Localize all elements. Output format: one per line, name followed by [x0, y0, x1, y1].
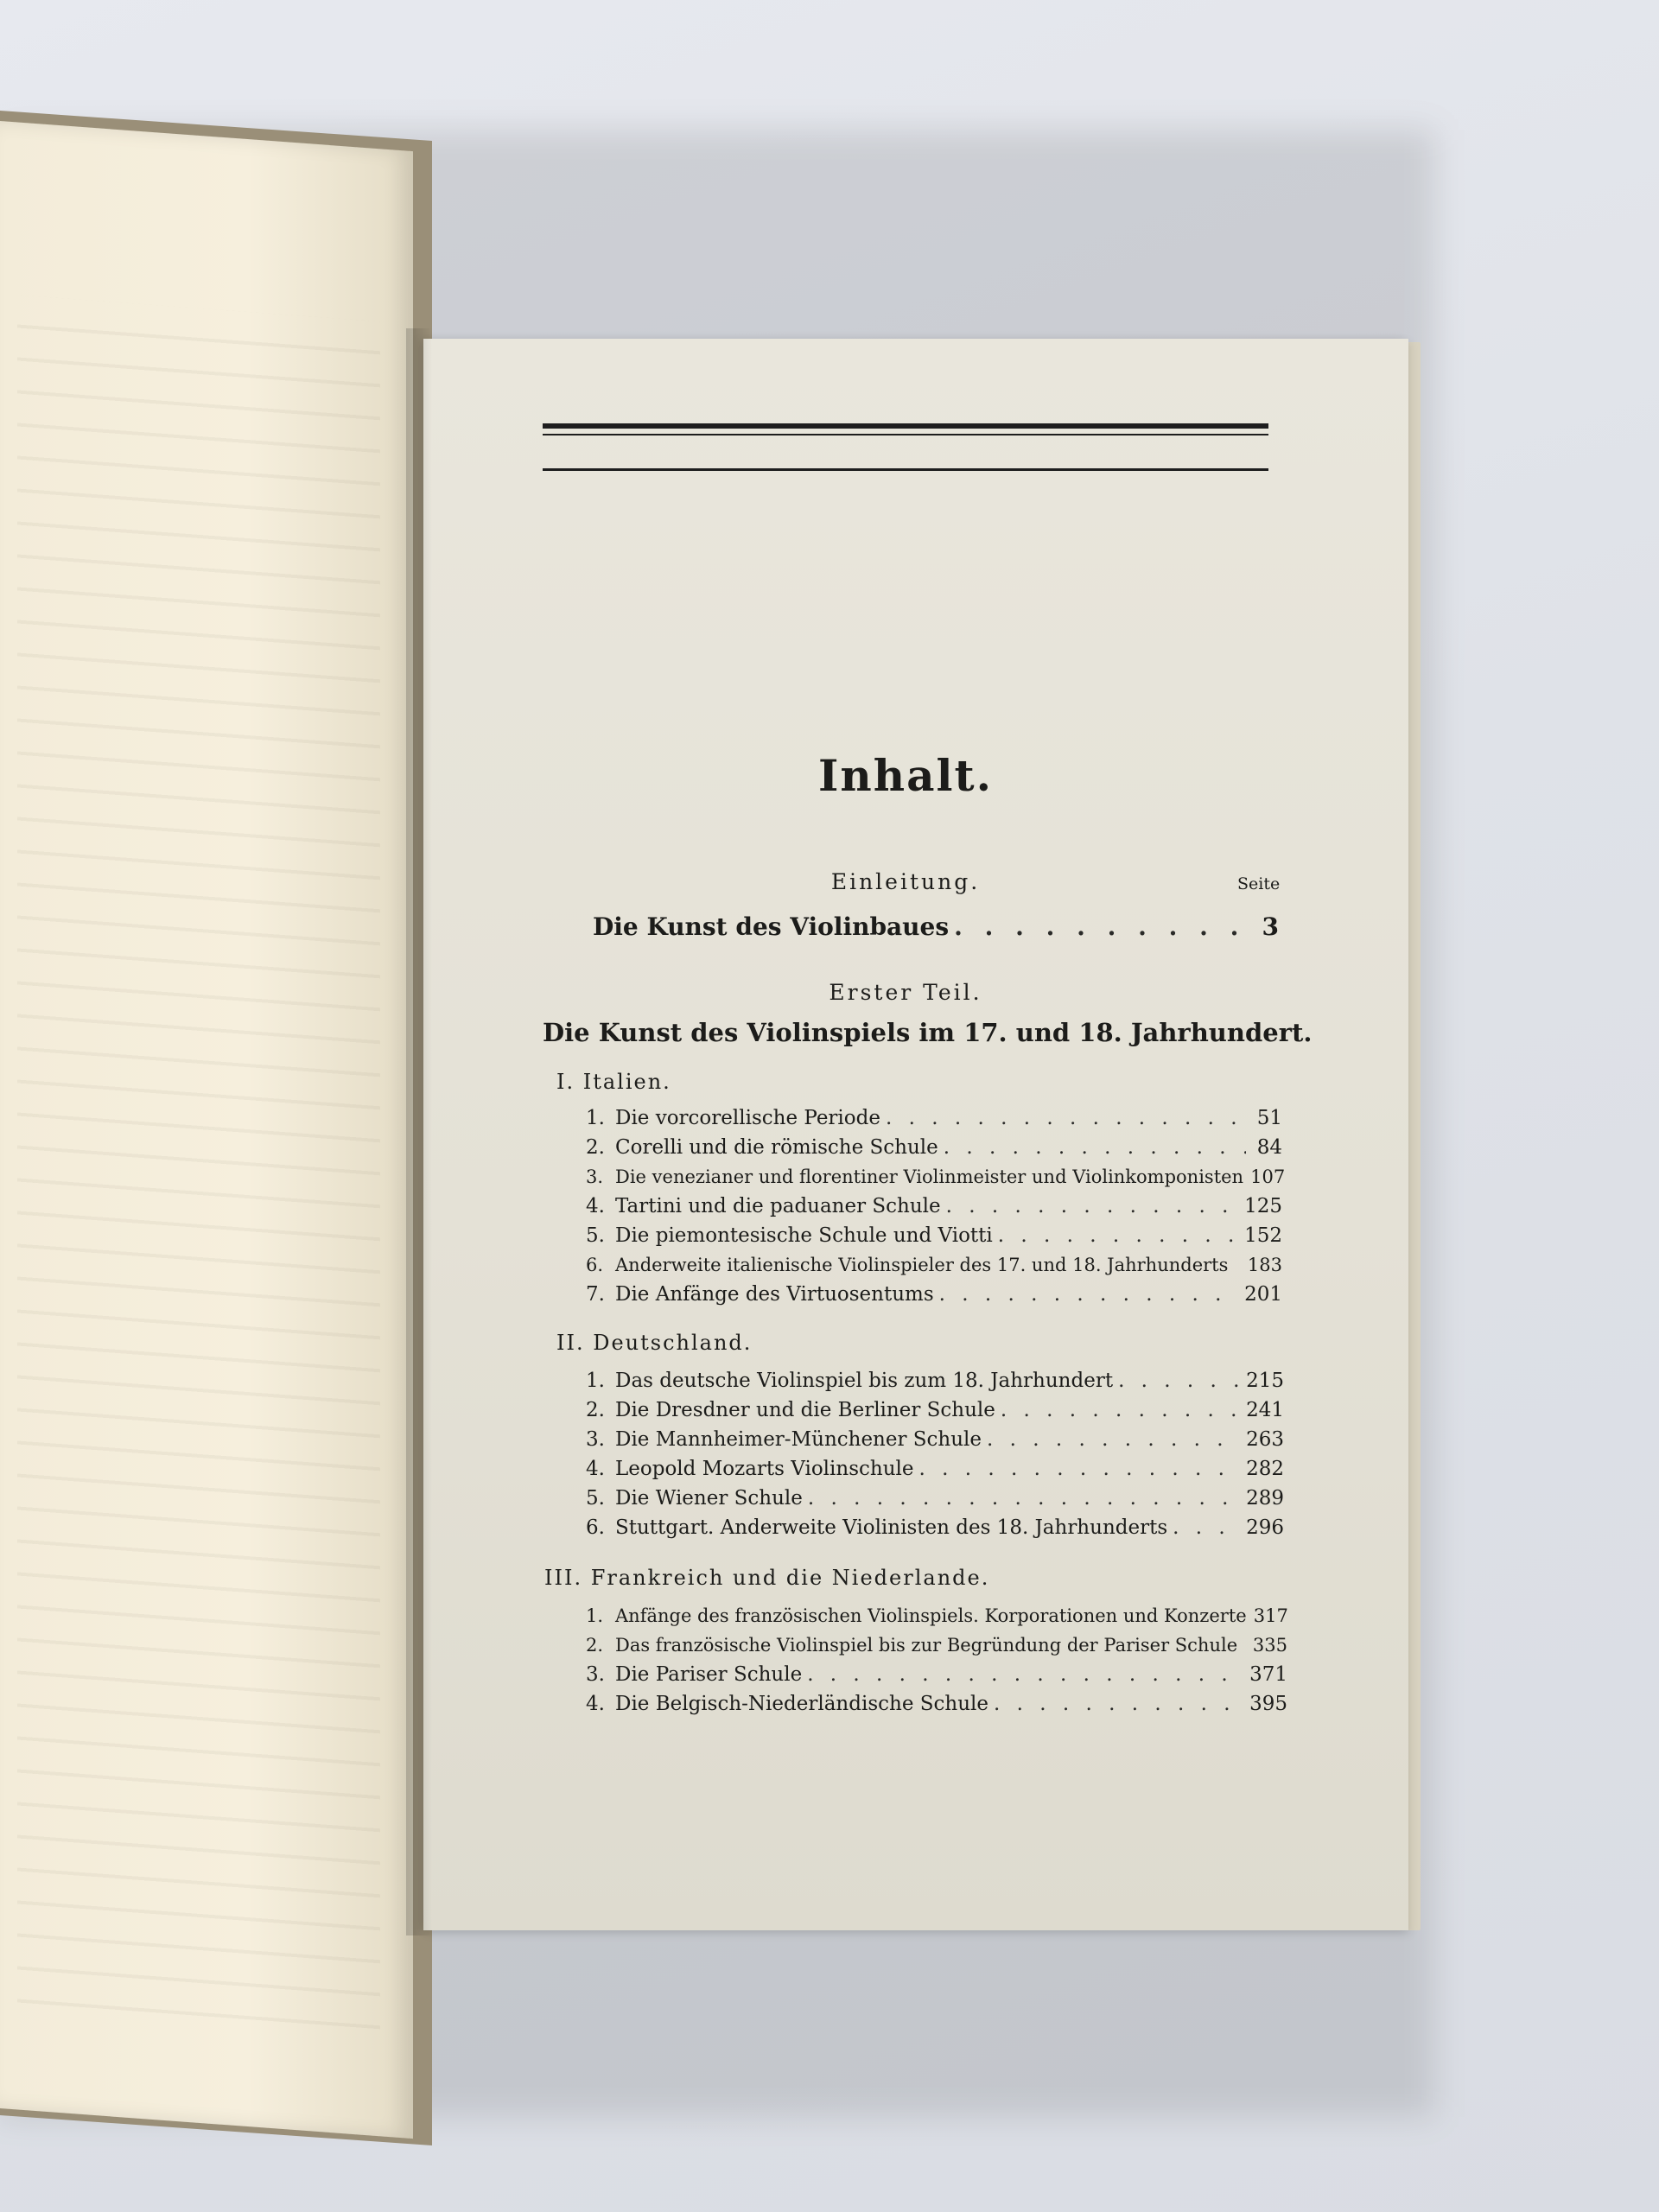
toc-entry-number: 3.: [586, 1663, 605, 1686]
toc-entry: [586, 1192, 1282, 1220]
toc-entry-page: 263: [1246, 1428, 1284, 1451]
toc-entry-title: Die Pariser Schule: [615, 1663, 803, 1686]
toc-leader-dots: [944, 1134, 1246, 1161]
toc-entry-title: Corelli und die römische Schule: [615, 1136, 938, 1159]
section-heading-frankreich: III. Frankreich und die Niederlande.: [544, 1566, 990, 1590]
toc-leader-dots: [987, 1426, 1241, 1453]
section-heading-deutschland: II. Deutschland.: [556, 1331, 753, 1355]
toc-entry-number: 6.: [586, 1255, 604, 1275]
toc-leader-dots: [946, 1192, 1239, 1220]
section-heading-italien: I. Italien.: [556, 1070, 671, 1094]
toc-entry-title: Die Dresdner und die Berliner Schule: [615, 1399, 995, 1421]
toc-leader-dots: [807, 1661, 1244, 1688]
toc-entry-title: Tartini und die paduaner Schule: [615, 1195, 941, 1217]
toc-entry-title: Stuttgart. Anderweite Violinisten des 18. Jahrhunderts: [615, 1516, 1168, 1539]
toc-entry-page: 201: [1244, 1283, 1282, 1306]
toc-entry-number: 2.: [586, 1635, 604, 1656]
toc-entry: [586, 1426, 1284, 1453]
toc-entry: [586, 1484, 1284, 1512]
toc-entry: [586, 1222, 1282, 1249]
toc-entry: [586, 1281, 1282, 1308]
toc-entry-title: Die Anfänge des Virtuosentums: [615, 1283, 934, 1306]
toc-entry-number: 3.: [586, 1166, 604, 1187]
toc-entry-page: 125: [1244, 1195, 1282, 1217]
toc-entry-page: 317: [1253, 1605, 1288, 1626]
toc-entry-title: Anderweite italienische Violinspieler des 17. und 18. Jahrhunderts: [615, 1255, 1229, 1275]
toc-entry: [586, 1367, 1284, 1395]
toc-entry-title: Anfänge des französischen Violinspiels. Korporationen und Konzerte: [615, 1605, 1247, 1626]
toc-entry-title: Die Kunst des Violinbaues: [593, 912, 950, 941]
toc-leader-dots: [939, 1281, 1239, 1308]
toc-entry-page: 3: [1262, 912, 1279, 941]
toc-entry-page: 152: [1244, 1224, 1282, 1247]
toc-entry-page: 335: [1252, 1635, 1287, 1656]
toc-entry-number: 6.: [586, 1516, 605, 1539]
toc-entry-title: Die vorcorellische Periode: [615, 1107, 880, 1129]
toc-entry-page: 395: [1249, 1693, 1287, 1715]
toc-leader-dots: [954, 911, 1243, 944]
toc-entry-number: 4.: [586, 1458, 605, 1480]
toc-entry: [586, 1104, 1282, 1132]
toc-entry-title: Die venezianer und florentiner Violinmeister und Violinkomponisten: [615, 1166, 1244, 1187]
toc-entry: [586, 1251, 1282, 1279]
toc-entry-number: 3.: [586, 1428, 605, 1451]
toc-entry: [586, 1396, 1284, 1424]
toc-entry-number: 1.: [586, 1605, 604, 1626]
toc-entry: [586, 1602, 1287, 1630]
part1-label: Erster Teil.: [829, 980, 982, 1005]
toc-entry-number: 1.: [586, 1370, 605, 1392]
toc-entry-title: Die Belgisch-Niederländische Schule: [615, 1693, 988, 1715]
toc-entry-number: 5.: [586, 1487, 605, 1510]
toc-entry-page: 371: [1249, 1663, 1287, 1686]
toc-entry-number: 1.: [586, 1107, 605, 1129]
header-rule-thin: [543, 434, 1268, 435]
toc-leader-dots: [886, 1104, 1246, 1132]
toc-entry-intro: [593, 911, 1279, 944]
toc-entry-number: 7.: [586, 1283, 605, 1306]
toc-leader-dots: [1118, 1367, 1241, 1395]
part1-heading: Die Kunst des Violinspiels im 17. und 18. Jahrhundert.: [543, 1018, 1313, 1047]
page-title: Inhalt.: [818, 750, 993, 801]
toc-leader-dots: [918, 1455, 1241, 1483]
toc-entry: [586, 1661, 1287, 1688]
left-page: [0, 121, 413, 2139]
toc-leader-dots: [994, 1690, 1244, 1718]
toc-entry: [586, 1690, 1287, 1718]
toc-entry-page: 282: [1246, 1458, 1284, 1480]
header-rule-lower: [543, 468, 1268, 471]
toc-entry: [586, 1163, 1286, 1191]
toc-leader-dots: [1001, 1396, 1241, 1424]
toc-entry: [586, 1134, 1282, 1161]
seite-label: Seite: [1237, 874, 1281, 893]
toc-leader-dots: [808, 1484, 1241, 1512]
toc-entry-number: 2.: [586, 1399, 605, 1421]
header-rule-thick: [543, 423, 1268, 429]
toc-entry-number: 4.: [586, 1195, 605, 1217]
toc-entry-number: 5.: [586, 1224, 605, 1247]
toc-entry-page: 84: [1256, 1136, 1282, 1159]
toc-entry-page: 241: [1246, 1399, 1284, 1421]
toc-entry-title: Die piemontesische Schule und Viotti: [615, 1224, 993, 1247]
toc-entry-page: 51: [1256, 1107, 1282, 1129]
toc-entry-page: 296: [1246, 1516, 1284, 1539]
toc-entry-number: 2.: [586, 1136, 605, 1159]
toc-entry: [586, 1631, 1287, 1659]
toc-entry: [586, 1514, 1284, 1541]
intro-label: Einleitung.: [830, 869, 981, 894]
toc-entry-title: Das deutsche Violinspiel bis zum 18. Jahrhundert: [615, 1370, 1114, 1392]
toc-leader-dots: [1173, 1514, 1241, 1541]
book-gutter-shadow: [406, 328, 432, 1936]
toc-entry-title: Leopold Mozarts Violinschule: [615, 1458, 914, 1480]
toc-entry-title: Die Wiener Schule: [615, 1487, 803, 1510]
toc-entry: [586, 1455, 1284, 1483]
left-page-bleedthrough: [17, 295, 380, 2050]
toc-entry-page: 289: [1246, 1487, 1284, 1510]
toc-entry-number: 4.: [586, 1693, 605, 1715]
toc-leader-dots: [998, 1222, 1239, 1249]
toc-entry-page: 107: [1250, 1166, 1286, 1187]
toc-entry-page: 183: [1247, 1255, 1282, 1275]
toc-entry-page: 215: [1246, 1370, 1284, 1392]
toc-entry-title: Die Mannheimer-Münchener Schule: [615, 1428, 982, 1451]
toc-entry-title: Das französische Violinspiel bis zur Begründung der Pariser Schule: [615, 1635, 1238, 1656]
